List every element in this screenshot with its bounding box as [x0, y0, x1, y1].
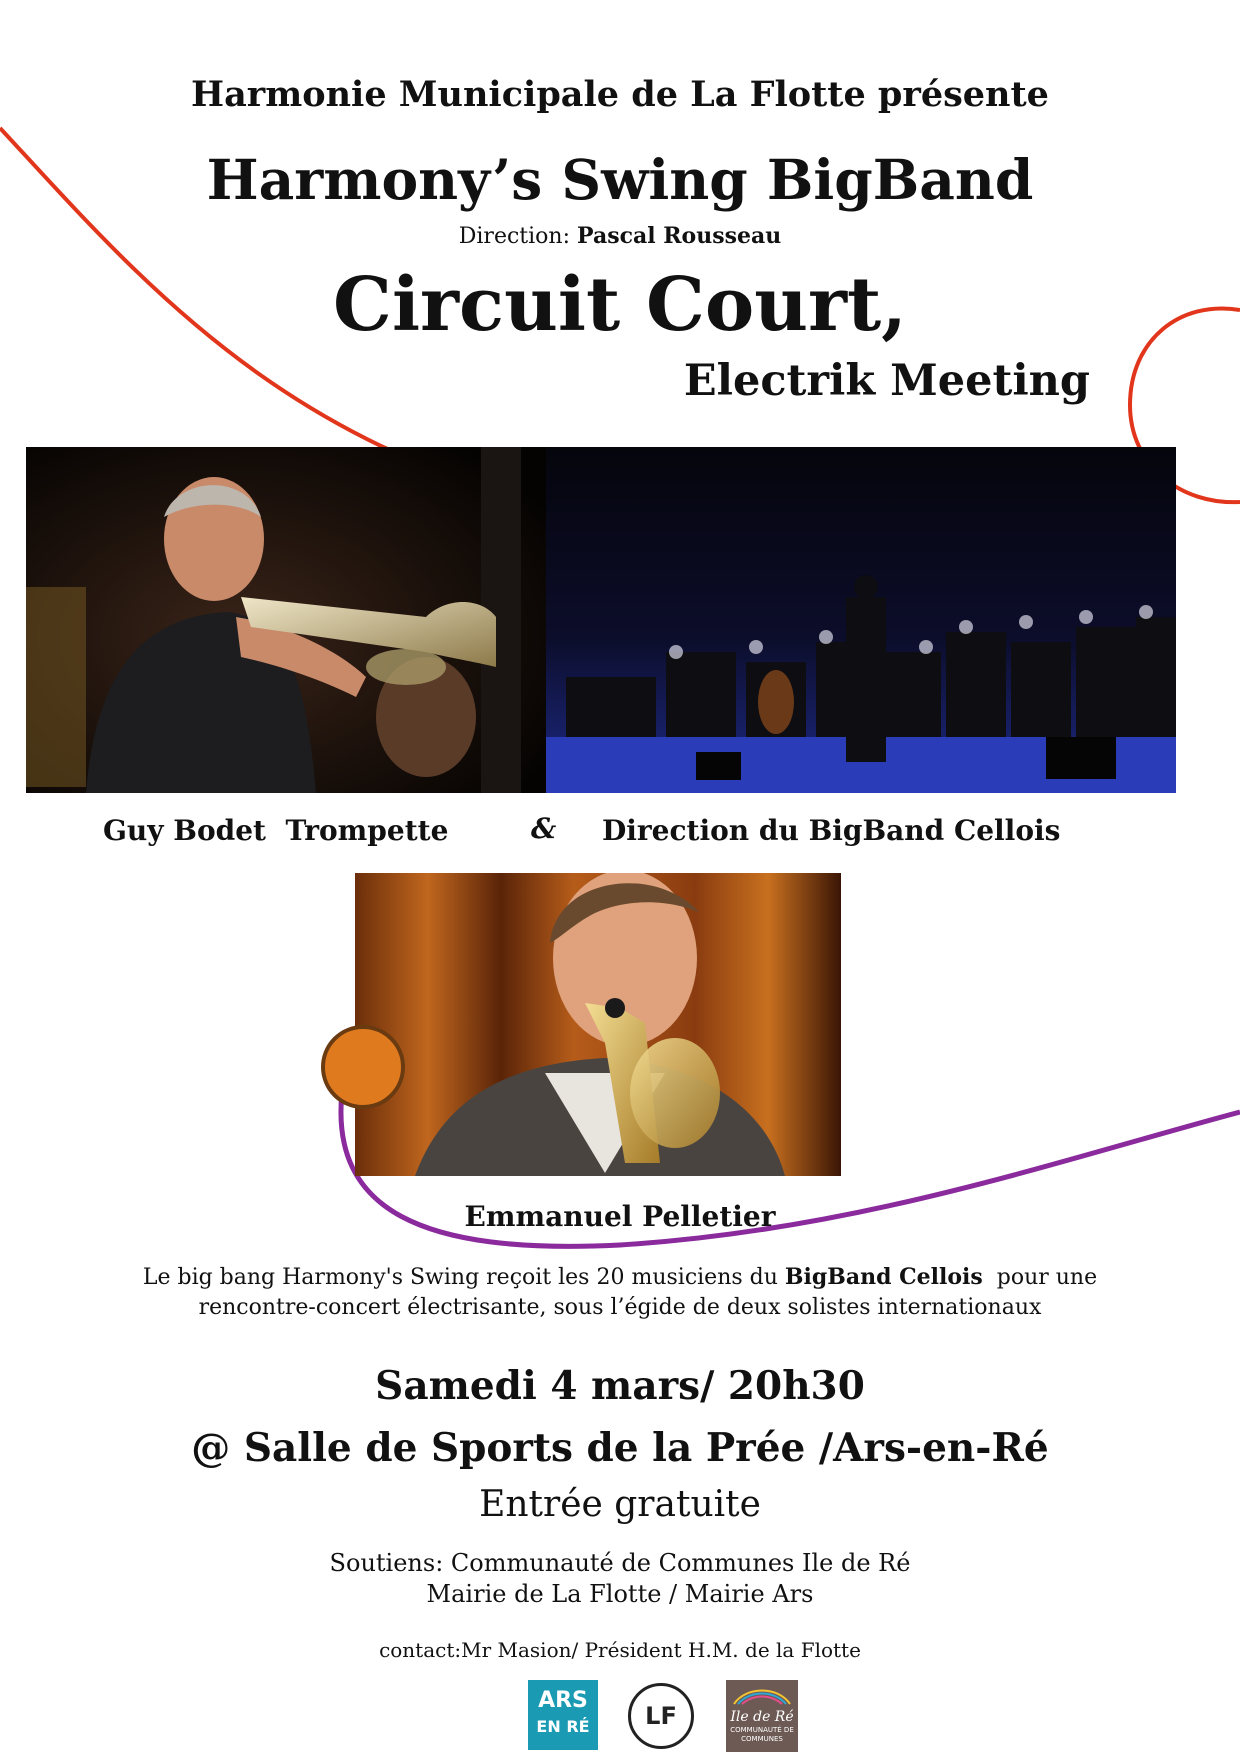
la-flotte-logo: [628, 1683, 694, 1749]
ars-en-re-logo: [528, 1680, 598, 1750]
event-title: Circuit Court,: [333, 262, 907, 348]
event-entry: Entrée gratuite: [479, 1484, 761, 1525]
contact-line: contact:Mr Masion/ Président H.M. de la Flotte: [379, 1638, 861, 1662]
photo-trumpet-player: [26, 447, 546, 793]
ars-logo-bottom: EN RÉ: [536, 1717, 590, 1736]
lf-logo-text: LF: [645, 1702, 677, 1730]
director-name: Pascal Rousseau: [577, 223, 782, 249]
ile-logo-name: Ile de Ré: [730, 1709, 794, 1725]
description-text-1: Le big bang Harmony's Swing reçoit les 20 musiciens du: [142, 1265, 785, 1290]
caption-guy-bodet: Guy Bodet Trompette: [103, 814, 449, 847]
photo-saxophone-player: [355, 873, 841, 1176]
description-line-1: [0, 1262, 1240, 1293]
orange-dot-decoration: [318, 1022, 408, 1112]
event-subtitle: Electrik Meeting: [683, 356, 1090, 406]
presenter-line: Harmonie Municipale de La Flotte présente: [191, 74, 1049, 115]
description: [0, 1262, 1240, 1323]
description-text-2: pour une: [982, 1265, 1098, 1290]
support-line-1: Soutiens: Communauté de Communes Ile de Ré: [329, 1549, 911, 1577]
direction-label: Direction:: [458, 224, 570, 249]
ile-de-re-rainbow-icon: [726, 1680, 798, 1706]
caption-ampersand: &: [531, 812, 557, 845]
ars-logo-top: ARS: [538, 1688, 588, 1713]
event-date: Samedi 4 mars/ 20h30: [375, 1363, 865, 1409]
description-line-2: rencontre-concert électrisante, sous l’égide de deux solistes internationaux: [198, 1295, 1042, 1320]
support-line-2: Mairie de La Flotte / Mairie Ars: [426, 1580, 814, 1608]
caption-bigband-cellois: Direction du BigBand Cellois: [602, 814, 1061, 847]
direction-line: [0, 223, 1240, 249]
photo-bigband-stage: [546, 447, 1176, 793]
description-bold: BigBand Cellois: [784, 1264, 983, 1290]
ile-de-re-logo: [726, 1680, 798, 1752]
event-venue: @ Salle de Sports de la Prée /Ars-en-Ré: [191, 1425, 1049, 1471]
ile-logo-subtitle: COMMUNAUTÉ DE COMMUNES: [730, 1726, 794, 1743]
band-name: Harmony’s Swing BigBand: [206, 147, 1034, 212]
caption-emmanuel-pelletier: Emmanuel Pelletier: [464, 1200, 776, 1233]
